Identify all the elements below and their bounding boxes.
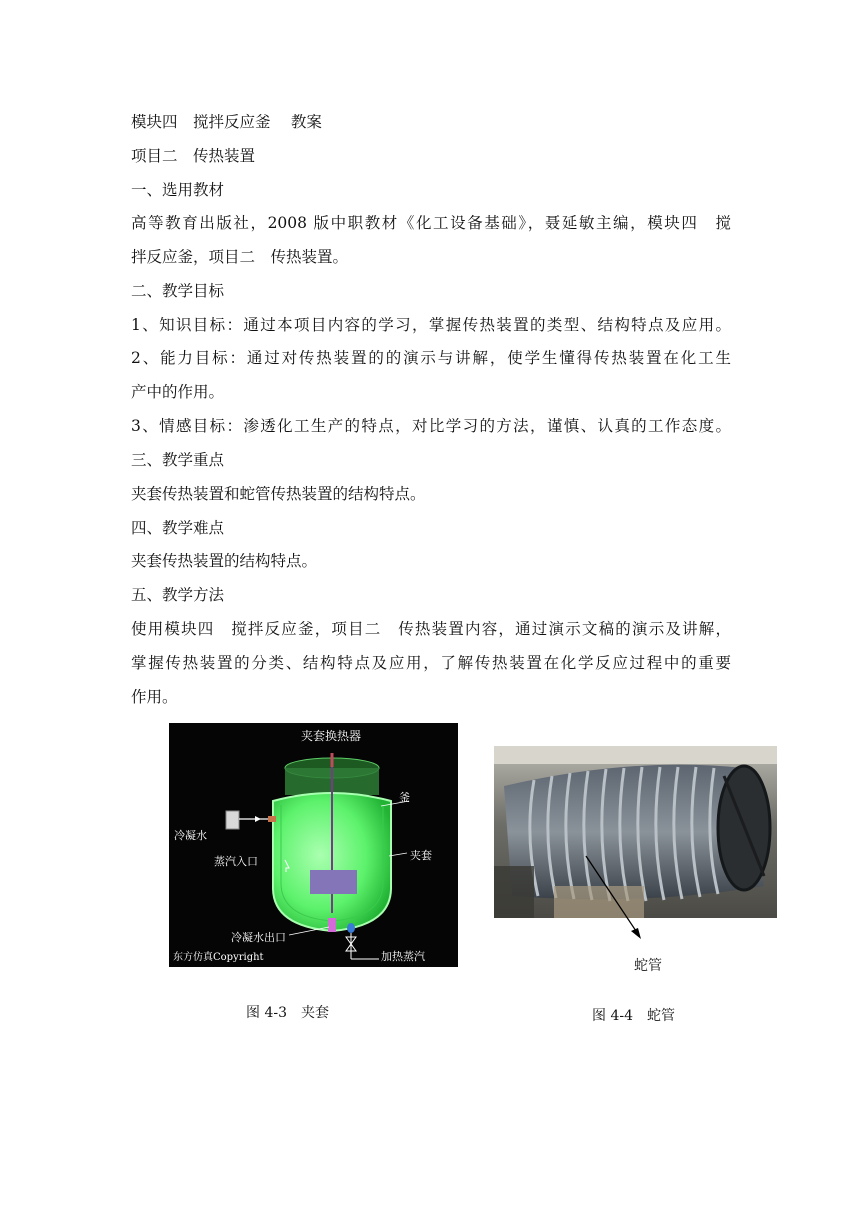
label-condensate: 冷凝水 bbox=[174, 829, 207, 842]
photo-foreground-left bbox=[494, 866, 534, 918]
figure1-caption: 图 4-3 夹套 bbox=[246, 1005, 329, 1021]
project-title: 项目二 传热装置 bbox=[131, 147, 256, 165]
coil-pointer-arrow bbox=[580, 850, 650, 945]
difficulties-text: 夹套传热装置的结构特点。 bbox=[131, 552, 318, 570]
doc-title: 模块四 搅拌反应釜 教案 bbox=[131, 113, 322, 131]
section-heading-key-points: 三、教学重点 bbox=[131, 451, 225, 469]
section-heading-textbook: 一、选用教材 bbox=[131, 181, 225, 199]
methods-line-1: 使用模块四 搅拌反应釜，项目二 传热装置内容，通过演示文稿的演示及讲解， bbox=[131, 620, 731, 638]
photo-ceiling bbox=[494, 746, 777, 764]
objective-ability-line-2: 产中的作用。 bbox=[131, 383, 225, 401]
objective-knowledge: 1、知识目标：通过本项目内容的学习，掌握传热装置的类型、结构特点及应用。 bbox=[131, 316, 731, 334]
objective-emotion: 3、情感目标：渗透化工生产的特点，对比学习的方法，谨慎、认真的工作态度。 bbox=[131, 417, 731, 435]
agitator-blade bbox=[310, 870, 357, 894]
figure2-caption: 图 4-4 蛇管 bbox=[592, 1008, 675, 1024]
label-heating-steam: 加热蒸汽 bbox=[381, 950, 425, 963]
objective-ability-line-1: 2、能力目标：通过对传热装置的的演示与讲解，使学生懂得传热装置在化工生 bbox=[131, 349, 731, 367]
flow-arrow bbox=[255, 816, 261, 822]
label-copyright: 东方仿真Copyright bbox=[173, 952, 264, 963]
section-heading-objectives: 二、教学目标 bbox=[131, 282, 225, 300]
figure1-title: 夹套换热器 bbox=[301, 729, 362, 743]
methods-line-3: 作用。 bbox=[131, 688, 178, 706]
section-heading-difficulties: 四、教学难点 bbox=[131, 519, 225, 537]
label-jacket: 夹套 bbox=[410, 849, 432, 862]
figure-jacket-heat-exchanger bbox=[169, 723, 458, 967]
methods-line-2: 掌握传热装置的分类、结构特点及应用，了解传热装置在化学反应过程中的重要 bbox=[131, 654, 731, 672]
section-heading-methods: 五、教学方法 bbox=[131, 586, 225, 604]
label-kettle: 釜 bbox=[399, 791, 410, 804]
label-steam-inlet: 蒸汽入口 bbox=[214, 855, 258, 868]
label-coil: 蛇管 bbox=[634, 958, 662, 974]
paragraph-textbook-line-1: 高等教育出版社，2008 版中职教材《化工设备基础》，聂延敏主编，模块四 搅 bbox=[131, 214, 731, 232]
heating-steam-flame bbox=[347, 923, 355, 933]
jacket-diagram bbox=[169, 723, 458, 967]
steam-inlet-nozzle bbox=[268, 816, 276, 822]
paragraph-textbook-line-2: 拌反应釜，项目二 传热装置。 bbox=[131, 248, 349, 266]
label-condensate-outlet: 冷凝水出口 bbox=[231, 931, 286, 944]
condensate-tank bbox=[226, 811, 239, 829]
key-points-text: 夹套传热装置和蛇管传热装置的结构特点。 bbox=[131, 485, 426, 503]
condensate-outlet-nozzle bbox=[328, 918, 336, 932]
